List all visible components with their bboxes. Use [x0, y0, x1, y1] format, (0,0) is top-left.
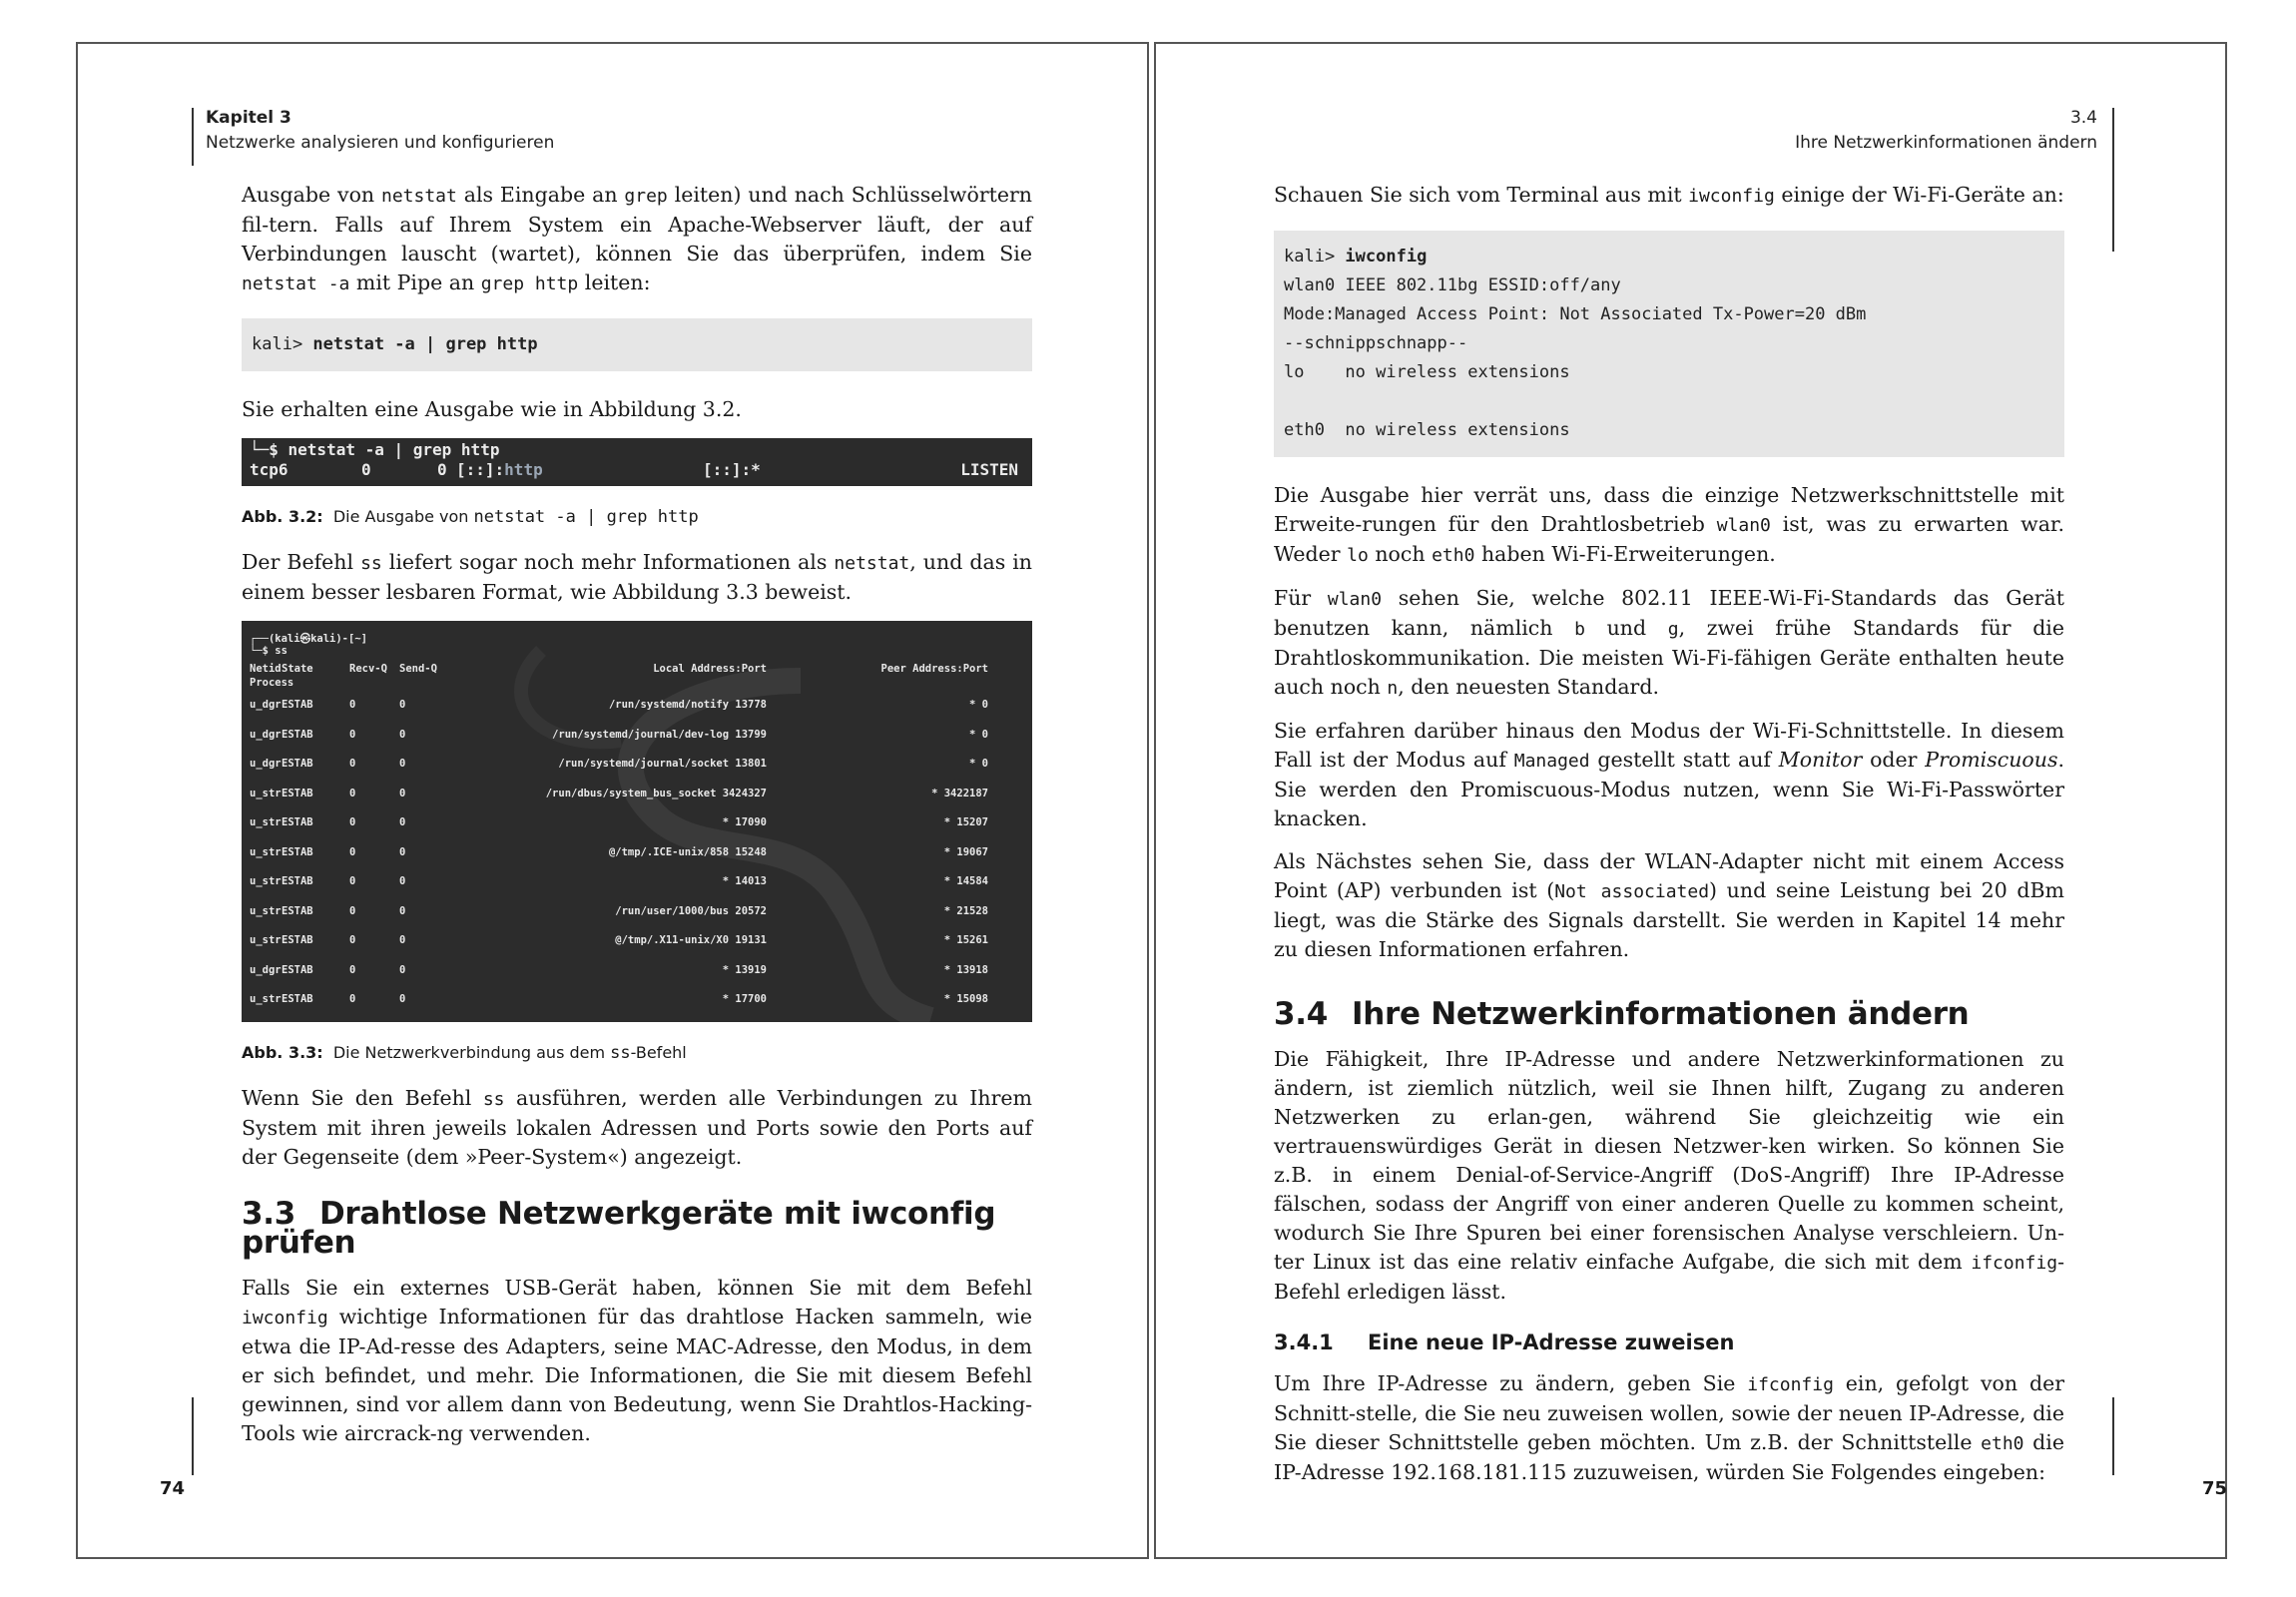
cell-send: 0 [399, 845, 406, 858]
footer-rule [2112, 1397, 2114, 1475]
col-process: Process [250, 677, 294, 689]
cell-recv: 0 [349, 728, 356, 741]
chapter-label: Kapitel 3 [206, 108, 291, 128]
code-listing [242, 318, 1032, 371]
table-row [250, 780, 1024, 799]
cell-recv: 0 [349, 845, 356, 858]
cell-send: 0 [399, 993, 406, 1005]
cell-local: @/tmp/.X11-unix/X0 19131 [615, 934, 767, 946]
table-row [250, 956, 1024, 976]
right-body [1274, 181, 2064, 1501]
text-run: liefert sogar noch mehr Informationen als [381, 550, 835, 574]
text-run: Um Ihre IP-Adresse zu ändern, geben Sie [1274, 1371, 1748, 1395]
paragraph [242, 548, 1032, 607]
cell-peer: * 21528 [943, 904, 988, 917]
recv-q: 0 [361, 460, 371, 479]
header-rule [2112, 108, 2114, 252]
text-run: leiten) und nach Schlüsselwörtern fil-tern. Falls auf Ihrem System ein Apache-Webserver läuft, der auf Verbindungen lauscht (wartet), können Sie das überprüfen, indem Sie [242, 183, 1032, 266]
code-listing [1274, 231, 2064, 457]
inline-code: iwconfig [242, 1308, 328, 1329]
caption-text: Die Ausgabe von [332, 507, 474, 526]
cell-peer: * 0 [969, 728, 988, 741]
running-header [1795, 106, 2097, 156]
cell-send: 0 [399, 728, 406, 741]
cell-local: /run/systemd/notify 13778 [608, 699, 767, 711]
cell-netid: u_dgr [250, 963, 282, 976]
paragraph [242, 181, 1032, 298]
cell-local: * 14013 [722, 875, 767, 887]
right-page [1154, 42, 2227, 1559]
cell-local: /run/user/1000/bus 20572 [615, 904, 767, 917]
text-run: als Eingabe an [456, 183, 625, 207]
caption-text: Die Netzwerkverbindung aus dem [332, 1043, 611, 1062]
cell-local: @/tmp/.ICE-unix/858 15248 [608, 845, 767, 858]
inline-code: g [1667, 619, 1679, 640]
cell-send: 0 [399, 787, 406, 799]
cell-state: ESTAB [282, 904, 313, 917]
text-run: ist, was zu erwarten war. Weder [1274, 512, 2064, 566]
cell-state: ESTAB [282, 934, 313, 946]
col-send: Send-Q [399, 663, 437, 675]
cell-recv: 0 [349, 875, 356, 887]
cell-peer: * 19067 [943, 845, 988, 858]
command: netstat -a | grep http [312, 334, 538, 354]
cell-send: 0 [399, 875, 406, 887]
inline-code: ifconfig [1747, 1374, 1834, 1395]
paragraph [1274, 584, 2064, 703]
footer-rule [192, 1397, 194, 1475]
prompt: kali> [252, 334, 313, 354]
cell-state: ESTAB [282, 758, 313, 770]
cell-state: ESTAB [282, 845, 313, 858]
text-run: Die Ausgabe hier verrät uns, dass die einzige Netzwerkschnittstelle mit Erweite-rungen für den Drahtlosbetrieb [1274, 483, 2064, 536]
section-number: 3.3 [242, 1196, 296, 1232]
inline-code: eth0 [1981, 1433, 2024, 1454]
cell-netid: u_str [250, 934, 282, 946]
section-label: 3.4 [2069, 108, 2097, 128]
cell-send: 0 [399, 816, 406, 828]
emphasis: Monitor [1778, 748, 1863, 772]
text-run: , und das in einem besser lesbaren Format, wie Abbildung 3.3 beweist. [242, 550, 1032, 604]
send-q: 0 [437, 460, 447, 479]
text-run: gestellt statt auf [1589, 748, 1779, 772]
cell-recv: 0 [349, 758, 356, 770]
section-title: Drahtlose Netzwerkgeräte mit iwconfig prüfen [242, 1196, 996, 1261]
text-run: , den neuesten Standard. [1398, 675, 1659, 699]
cell-state: ESTAB [282, 728, 313, 741]
text-run: , zwei frühe Standards für die Drahtloskommunikation. Die meisten Wi-Fi-fähigen Geräte enthalten heute auch noch [1274, 616, 2065, 699]
output-line: --schnippschnapp-- [1284, 333, 1468, 353]
local-prefix: [::]: [456, 460, 505, 479]
table-row [250, 867, 1024, 887]
running-header [206, 106, 554, 156]
table-row [250, 691, 1024, 711]
figure-3-2-caption [242, 502, 1032, 532]
text-run: . Sie werden den Promiscuous-Modus nutzen, wenn Sie Wi-Fi-Passwörter knacken. [1274, 748, 2065, 830]
cell-state: ESTAB [282, 699, 313, 711]
cell-local: * 17700 [722, 993, 767, 1005]
inline-code: Not associated [1554, 881, 1710, 902]
section-title: Ihre Netzwerkinformationen ändern [1352, 996, 1970, 1032]
paragraph [1274, 1369, 2064, 1487]
table-header [250, 655, 1024, 675]
output-line: wlan0 IEEE 802.11bg ESSID:off/any [1284, 275, 1621, 295]
cell-peer: * 3422187 [931, 787, 988, 799]
cell-state: ESTAB [282, 875, 313, 887]
table-row [250, 750, 1024, 770]
text-run: wichtige Informationen für das drahtlose Hacken sammeln, wie etwa die IP-Ad-resse des Adapters, seine MAC-Adresse, den Modus, in dem er sich befindet, und mehr. Die Informationen, die Sie mit diesem Befehl gewinnen, sind vor allem dann von Bedeutung, wenn Sie Drahtlos-Hacking-Tools wie aircrack-ng verwenden. [242, 1305, 1032, 1445]
chapter-title: Netzwerke analysieren und konfigurieren [206, 133, 555, 153]
text-run: ) und seine Leistung bei 20 dBm liegt, was die Stärke des Signals darstellt. Sie werden in Kapitel 14 mehr zu diesen Informationen erfahren. [1274, 878, 2064, 961]
page-number: 75 [2202, 1478, 2228, 1499]
text-run: Schauen Sie sich vom Terminal aus mit [1274, 183, 1689, 207]
command-output [1284, 275, 1866, 440]
cell-recv: 0 [349, 904, 356, 917]
cell-state: ESTAB [282, 963, 313, 976]
table-row [250, 808, 1024, 828]
text-run: Der Befehl [242, 550, 361, 574]
table-row [250, 897, 1024, 917]
state: LISTEN [960, 460, 1018, 479]
cell-netid: u_dgr [250, 728, 282, 741]
left-body [242, 181, 1032, 1462]
subsection-number: 3.4.1 [1274, 1331, 1334, 1354]
section-number: 3.4 [1274, 996, 1329, 1032]
caption-text-end: -Befehl [630, 1043, 687, 1062]
text-run: Ausgabe von [242, 183, 381, 207]
cell-recv: 0 [349, 963, 356, 976]
text-run: oder [1862, 748, 1926, 772]
paragraph [1274, 1045, 2064, 1307]
inline-code: wlan0 [1327, 589, 1383, 610]
inline-code: eth0 [1432, 545, 1475, 566]
inline-code: wlan0 [1716, 515, 1771, 536]
header-rule [192, 108, 194, 166]
proto: tcp6 [250, 460, 288, 479]
figure-3-2-terminal [242, 438, 1032, 486]
inline-code: b [1574, 619, 1585, 640]
subsection-title: Eine neue IP-Adresse zuweisen [1368, 1331, 1735, 1354]
cell-send: 0 [399, 934, 406, 946]
cell-recv: 0 [349, 816, 356, 828]
inline-code: netstat [381, 186, 457, 207]
cell-state: ESTAB [282, 816, 313, 828]
text-run: leiten: [578, 270, 651, 294]
cell-netid: u_str [250, 845, 282, 858]
cell-recv: 0 [349, 699, 356, 711]
command: iwconfig [1345, 247, 1428, 266]
text-run: die IP-Adresse 192.168.181.115 zuzuweisen, würden Sie Folgendes eingeben: [1274, 1430, 2064, 1484]
cell-peer: * 0 [969, 699, 988, 711]
text-run: Sie erfahren darüber hinaus den Modus der Wi-Fi-Schnittstelle. In diesem Fall ist der Modus auf [1274, 719, 2064, 772]
section-heading [1274, 996, 2064, 1032]
subsection-heading [1274, 1329, 2064, 1357]
text-run: mit Pipe an [349, 270, 481, 294]
text-run: Als Nächstes sehen Sie, dass der WLAN-Adapter nicht mit einem Access Point (AP) verbunden ist ( [1274, 849, 2064, 902]
col-netid: Netid [250, 663, 282, 675]
paragraph [1274, 847, 2064, 964]
text-run: sehen Sie, welche 802.11 IEEE-Wi-Fi-Standards das Gerät benutzen kann, nämlich [1274, 586, 2064, 640]
section-heading [242, 1196, 1032, 1261]
prompt: kali> [1284, 247, 1346, 266]
cell-local: * 17090 [722, 816, 767, 828]
col-peer: Peer Address:Port [880, 663, 988, 675]
cell-recv: 0 [349, 934, 356, 946]
figure-3-3-terminal [242, 621, 1032, 1022]
cell-netid: u_dgr [250, 699, 282, 711]
col-recv: Recv-Q [349, 663, 387, 675]
cell-local: /run/dbus/system_bus_socket 3424327 [545, 787, 767, 799]
terminal-command-line: └─$ netstat -a | grep http [250, 440, 500, 459]
cell-netid: u_str [250, 875, 282, 887]
cell-peer: * 0 [969, 758, 988, 770]
cell-peer: * 14584 [943, 875, 988, 887]
cell-peer: * 15261 [943, 934, 988, 946]
emphasis: Promiscuous [1925, 748, 2058, 772]
section-title: Ihre Netzwerkinformationen ändern [1795, 133, 2097, 153]
page-number: 74 [160, 1478, 186, 1499]
inline-code: Managed [1513, 751, 1590, 772]
text-run: einige der Wi-Fi-Geräte an: [1774, 183, 2064, 207]
inline-code: iwconfig [1688, 186, 1775, 207]
inline-code: grep [624, 186, 668, 207]
cell-netid: u_str [250, 816, 282, 828]
paragraph [242, 1274, 1032, 1448]
table-row [250, 926, 1024, 946]
col-state: State [282, 663, 313, 675]
cell-netid: u_str [250, 904, 282, 917]
inline-code: netstat [834, 553, 910, 574]
text-run: Die Fähigkeit, Ihre IP-Adresse und andere Netzwerkinformationen zu ändern, ist ziemlich nützlich, weil sie Ihnen hilft, Zugang zu anderen Netzwerken zu erlan-gen, während Sie gleichzeitig wie ein vertrauenswürdiges Gerät in diesen Netzwer-ken wirken. So können Sie z.B. in einem Denial-of-Service-Angriff (DoS-Angriff) Ihre IP-Adresse fälschen, sodass der Angriff von einer anderen Quelle zu kommen scheint, wodurch Sie Ihre Spuren bei einer forensischen Analyse verschleiern. Un-ter Linux ist das eine relativ einfache Aufgabe, die sich mit dem [1274, 1047, 2064, 1274]
text-run: Wenn Sie den Befehl [242, 1086, 483, 1110]
cell-netid: u_str [250, 993, 282, 1005]
text-run: haben Wi-Fi-Erweiterungen. [1474, 542, 1776, 566]
local-address [456, 460, 543, 480]
text-run: ein, gefolgt von der Schnitt-stelle, die Sie neu zuweisen wollen, sowie der neuen IP-Adresse, die Sie dieser Schnittstelle geben möchten. Um z.B. der Schnittstelle [1274, 1371, 2064, 1454]
output-line: lo no wireless extensions [1284, 362, 1570, 382]
inline-code: netstat -a [242, 273, 350, 294]
cell-state: ESTAB [282, 787, 313, 799]
cell-local: /run/systemd/journal/socket 13801 [558, 758, 767, 770]
text-run: ausführen, werden alle Verbindungen zu Ihrem System mit ihren jeweils lokalen Adressen und Ports sowie den Ports auf der Gegenseite (dem »Peer-System«) angezeigt. [242, 1086, 1032, 1169]
caption-label: Abb. 3.3: [242, 1043, 323, 1062]
paragraph [1274, 181, 2064, 211]
caption-code: ss [610, 1043, 631, 1063]
cell-send: 0 [399, 758, 406, 770]
cell-send: 0 [399, 963, 406, 976]
cell-state: ESTAB [282, 993, 313, 1005]
foreign-address: [::]:* [703, 460, 761, 479]
cell-send: 0 [399, 699, 406, 711]
inline-code: ss [482, 1089, 505, 1110]
paragraph [1274, 481, 2064, 570]
figure-3-3-caption [242, 1038, 1032, 1068]
terminal-prompt: ┌──(kali㉿kali)-[~] [250, 633, 367, 645]
table-row [250, 721, 1024, 741]
terminal-command: └─$ ss [250, 645, 287, 657]
left-page [76, 42, 1149, 1559]
paragraph [242, 1084, 1032, 1172]
cell-send: 0 [399, 904, 406, 917]
col-local: Local Address:Port [653, 663, 767, 675]
inline-code: ifconfig [1971, 1253, 2058, 1274]
output-line: Mode:Managed Access Point: Not Associated Tx-Power=20 dBm [1284, 304, 1867, 324]
table-row [250, 838, 1024, 858]
paragraph: Sie erhalten eine Ausgabe wie in Abbildung 3.2. [242, 397, 742, 421]
cell-recv: 0 [349, 787, 356, 799]
cell-peer: * 15098 [943, 993, 988, 1005]
inline-code: n [1387, 678, 1399, 699]
text-run: Falls Sie ein externes USB-Gerät haben, können Sie mit dem Befehl [242, 1276, 1032, 1300]
caption-label: Abb. 3.2: [242, 507, 323, 526]
table-row [250, 985, 1024, 1005]
paragraph [1274, 717, 2064, 833]
text-run: -Befehl erledigen lässt. [1274, 1250, 2064, 1304]
cell-netid: u_str [250, 787, 282, 799]
caption-code: netstat -a | grep http [473, 507, 699, 527]
inline-code: ss [360, 553, 382, 574]
local-service: http [504, 460, 543, 479]
cell-peer: * 13918 [943, 963, 988, 976]
cell-netid: u_dgr [250, 758, 282, 770]
cell-recv: 0 [349, 993, 356, 1005]
inline-code: grep http [480, 273, 579, 294]
output-line: eth0 no wireless extensions [1284, 420, 1570, 440]
cell-peer: * 15207 [943, 816, 988, 828]
cell-local: * 13919 [722, 963, 767, 976]
cell-local: /run/systemd/journal/dev-log 13799 [552, 728, 767, 741]
text-run: noch [1368, 542, 1433, 566]
text-run: und [1584, 616, 1668, 640]
text-run: Für [1274, 586, 1328, 610]
inline-code: lo [1347, 545, 1369, 566]
